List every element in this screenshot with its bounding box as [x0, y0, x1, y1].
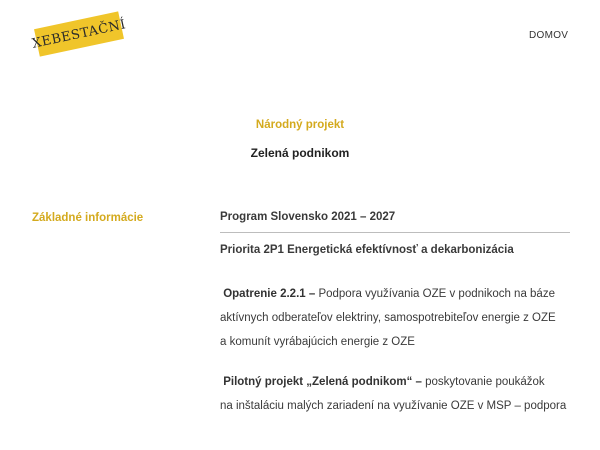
site-logo[interactable] [30, 11, 128, 56]
pilot-line-2: na inštaláciu malých zariadení na využívanie OZE v MSP – podpora [220, 400, 567, 412]
page-title: Zelená podnikom [250, 146, 350, 160]
hero-eyebrow-text: Národný projekt [255, 119, 345, 131]
hero-eyebrow [0, 119, 600, 131]
info-content [220, 211, 570, 418]
logo-text: XEBESTAČNÍ [30, 16, 128, 52]
measure-paragraph [220, 282, 570, 354]
measure-line-1: Podpora využívania OZE v podnikoch na báze [315, 288, 555, 300]
pilot-line-1: poskytovanie poukážok [421, 376, 545, 388]
measure-line-2: aktívnych odberateľov elektriny, samospotrebiteľov energie z OZE [220, 312, 556, 324]
section-label: Základné informácie [32, 212, 144, 224]
measure-label: Opatrenie 2.2.1 – [223, 288, 316, 300]
measure-line-3: a komunít vyrábajúcich energie z OZE [220, 336, 415, 348]
nav-home-link[interactable]: DOMOV [529, 30, 569, 41]
program-heading: Program Slovensko 2021 – 2027 [220, 211, 570, 233]
pilot-label: Pilotný projekt „Zelená podnikom“ – [223, 376, 422, 388]
priority-heading: Priorita 2P1 Energetická efektívnosť a dekarbonizácia [220, 244, 514, 256]
pilot-paragraph [220, 370, 570, 418]
